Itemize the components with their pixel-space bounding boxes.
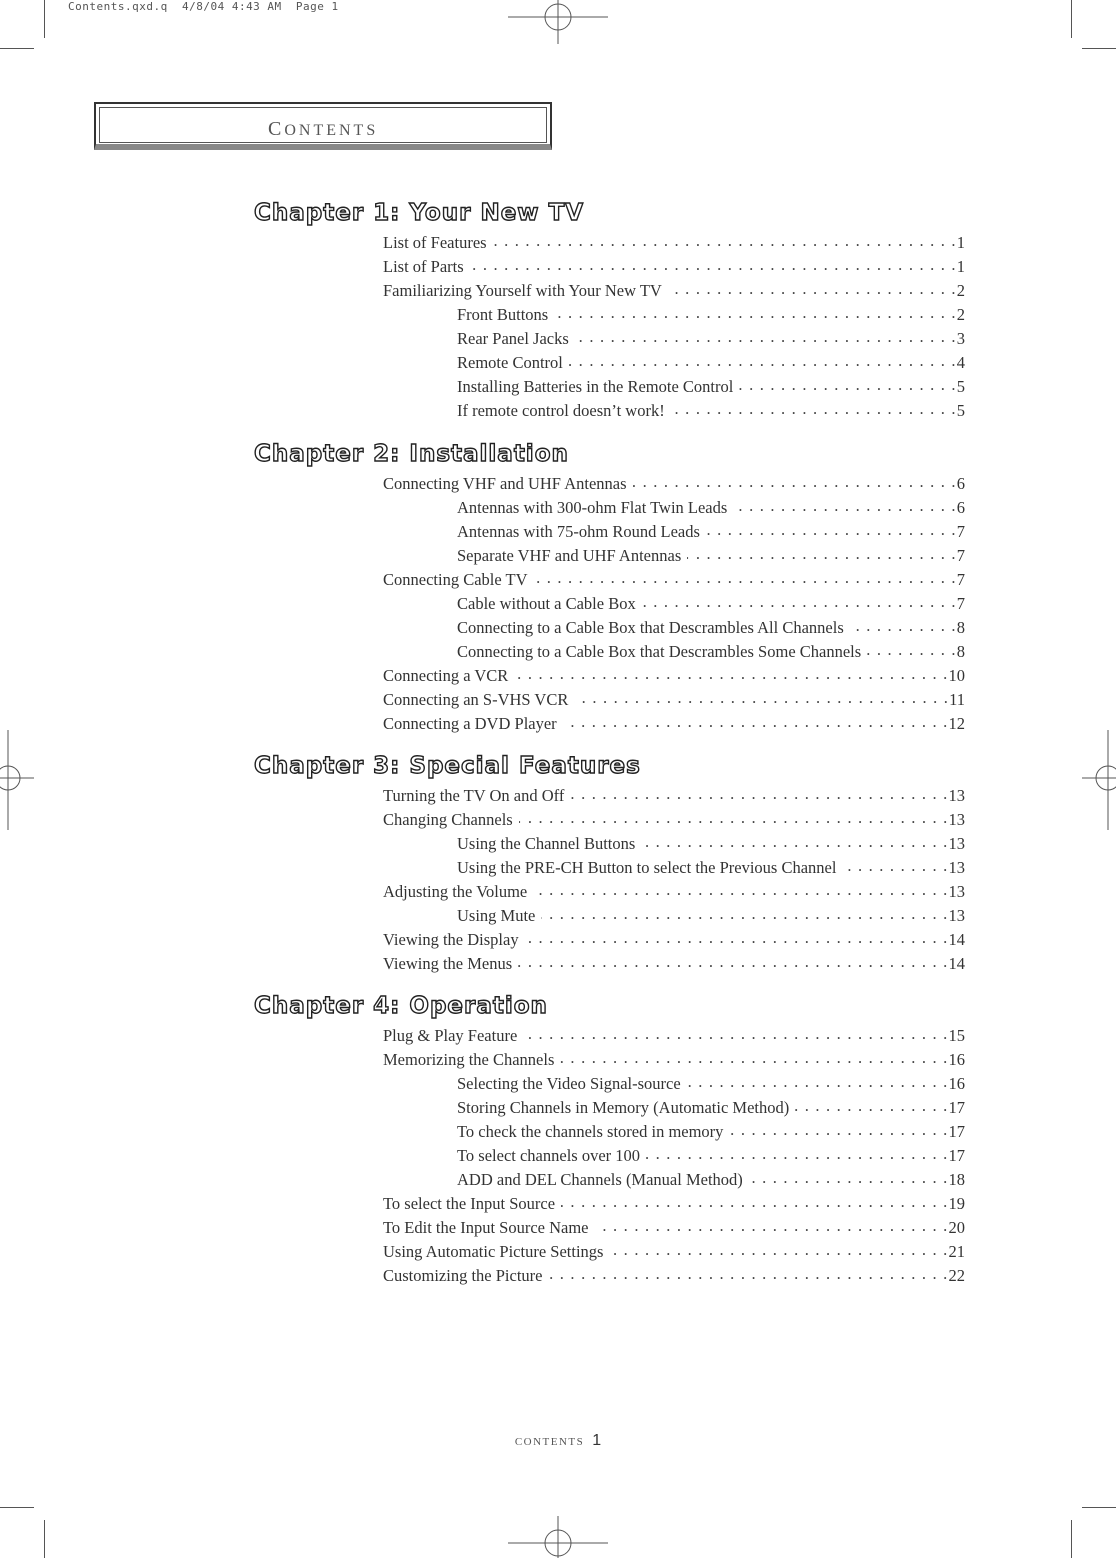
toc-entry[interactable] (457, 592, 965, 614)
dot-leader (609, 1240, 948, 1262)
toc-entry-text: Changing Channels (383, 810, 513, 829)
crop-mark (0, 48, 34, 49)
registration-mark-icon (1082, 730, 1116, 830)
print-slug: Contents.qxd.q 4/8/04 4:43 AM Page 1 (68, 0, 339, 13)
toc-entry-text: Memorizing the Channels (383, 1050, 555, 1069)
dot-leader (641, 832, 948, 854)
toc-entry-text: Viewing the Menus (383, 954, 513, 973)
dot-leader (739, 375, 956, 397)
dot-leader (563, 712, 949, 734)
crop-mark (1082, 48, 1116, 49)
toc-entry[interactable] (457, 640, 965, 662)
toc-entry-page: 4 (956, 353, 965, 372)
toc-entry[interactable] (383, 952, 965, 974)
toc-entry-page: 1 (956, 257, 965, 276)
dot-leader (514, 664, 948, 686)
toc-entry-text: Antennas with 75-ohm Round Leads (457, 522, 700, 541)
page-footer (0, 1432, 1116, 1450)
toc-entry-page: 13 (948, 810, 965, 829)
toc-entry-page: 14 (948, 930, 965, 949)
toc-entry[interactable] (457, 544, 965, 566)
toc-entry-text: If remote control doesn’t work! (457, 401, 665, 420)
dot-leader (595, 1216, 949, 1238)
dot-leader (687, 1072, 949, 1094)
page-number: 1 (592, 1432, 602, 1449)
crop-mark (44, 1520, 45, 1558)
chapter-heading: Chapter 3: Special Features (254, 753, 641, 779)
toc-entry[interactable] (457, 1096, 965, 1118)
toc-entry-page: 7 (956, 594, 965, 613)
toc-entry[interactable] (383, 880, 965, 902)
chapter-heading: Chapter 4: Operation (254, 993, 548, 1019)
toc-entry[interactable] (383, 1048, 965, 1070)
toc-entry[interactable] (383, 784, 965, 806)
toc-entry-text: Connecting an S-VHS VCR (383, 690, 569, 709)
toc-entry-text: List of Parts (383, 257, 464, 276)
toc-entry-text: Using Automatic Picture Settings (383, 1242, 604, 1261)
page-title-capital: C (268, 118, 285, 140)
toc-entry[interactable] (457, 399, 965, 421)
toc-entry[interactable] (383, 1216, 965, 1238)
toc-entry-page: 13 (948, 906, 965, 925)
page-title-rest: ONTENTS (284, 122, 379, 139)
crop-mark (1082, 1507, 1116, 1508)
dot-leader (523, 1024, 948, 1046)
toc-entry-text: Remote Control (457, 353, 563, 372)
toc-entry-page: 17 (948, 1146, 965, 1165)
toc-entry-page: 2 (956, 281, 965, 300)
toc-entry-page: 12 (948, 714, 965, 733)
crop-mark (1071, 1520, 1072, 1558)
toc-entry[interactable] (383, 664, 965, 686)
toc-entry[interactable] (383, 928, 965, 950)
dot-leader (548, 1264, 948, 1286)
toc-entry-page: 15 (948, 1026, 965, 1045)
toc-entry[interactable] (383, 808, 965, 830)
toc-entry-text: List of Features (383, 233, 487, 252)
toc-entry-page: 5 (956, 377, 965, 396)
dot-leader (574, 688, 949, 710)
toc-entry-page: 13 (948, 834, 965, 853)
toc-entry-text: Using the PRE-CH Button to select the Previous Channel (457, 858, 837, 877)
contents-header-box (94, 102, 552, 150)
toc-entry-text: Plug & Play Feature (383, 1026, 518, 1045)
toc-entry-page: 5 (956, 401, 965, 420)
footer-label: CONTENTS (514, 1436, 585, 1448)
dot-leader (518, 952, 948, 974)
toc-entry-page: 19 (948, 1194, 965, 1213)
chapter-heading: Chapter 1: Your New TV (254, 200, 585, 226)
toc-entry[interactable] (383, 1264, 965, 1286)
toc-entry[interactable] (383, 712, 965, 734)
dot-leader (668, 279, 957, 301)
toc-entry[interactable] (383, 279, 965, 301)
toc-entry-text: Rear Panel Jacks (457, 329, 569, 348)
toc-entry-page: 20 (948, 1218, 965, 1237)
toc-entry-page: 22 (948, 1266, 965, 1285)
dot-leader (706, 520, 957, 542)
toc-entry-text: Antennas with 300-ohm Flat Twin Leads (457, 498, 728, 517)
toc-entry[interactable] (457, 1120, 965, 1142)
registration-mark-icon (508, 1516, 608, 1558)
toc-entry-page: 18 (948, 1170, 965, 1189)
dot-leader (850, 616, 957, 638)
toc-entry-text: Cable without a Cable Box (457, 594, 636, 613)
toc-entry-page: 17 (948, 1122, 965, 1141)
toc-entry-page: 11 (949, 690, 965, 709)
dot-leader (525, 928, 949, 950)
toc-entry[interactable] (457, 1144, 965, 1166)
toc-entry-text: Storing Channels in Memory (Automatic Method) (457, 1098, 790, 1117)
toc-entry[interactable] (457, 327, 965, 349)
toc-entry-page: 13 (948, 882, 965, 901)
dot-leader (534, 568, 957, 590)
toc-entry-text: Connecting VHF and UHF Antennas (383, 474, 627, 493)
toc-entry-text: Using the Channel Buttons (457, 834, 636, 853)
toc-entry-text: Connecting to a Cable Box that Descrambles Some Channels (457, 642, 862, 661)
dot-leader (729, 1120, 948, 1142)
toc-entry[interactable] (383, 231, 965, 253)
toc-entry[interactable] (457, 1168, 965, 1190)
toc-entry[interactable] (457, 904, 965, 926)
toc-entry[interactable] (383, 568, 965, 590)
toc-entry[interactable] (457, 303, 965, 325)
registration-mark-icon (0, 730, 34, 830)
toc-entry-text: Separate VHF and UHF Antennas (457, 546, 682, 565)
toc-entry-text: Connecting a VCR (383, 666, 509, 685)
toc-entry-text: Connecting a DVD Player (383, 714, 557, 733)
dot-leader (541, 904, 948, 926)
toc-entry-page: 10 (948, 666, 965, 685)
toc-entry-text: Installing Batteries in the Remote Control (457, 377, 734, 396)
toc-entry[interactable] (457, 856, 965, 878)
toc-entry-text: Viewing the Display (383, 930, 519, 949)
dot-leader (554, 303, 957, 325)
toc-entry-page: 8 (956, 642, 965, 661)
toc-entry[interactable] (383, 1192, 965, 1214)
toc-entry[interactable] (457, 832, 965, 854)
dot-leader (642, 592, 957, 614)
dot-leader (867, 640, 957, 662)
toc-entry[interactable] (383, 688, 965, 710)
toc-entry-text: Turning the TV On and Off (383, 786, 565, 805)
dot-leader (561, 1192, 948, 1214)
toc-entry-text: Connecting Cable TV (383, 570, 528, 589)
dot-leader (533, 880, 948, 902)
crop-mark (0, 1507, 34, 1508)
toc-entry[interactable] (383, 472, 965, 494)
toc-entry[interactable] (457, 520, 965, 542)
dot-leader (493, 231, 957, 253)
toc-entry-text: Using Mute (457, 906, 536, 925)
dot-leader (749, 1168, 949, 1190)
dot-leader (646, 1144, 948, 1166)
dot-leader (671, 399, 957, 421)
dot-leader (733, 496, 956, 518)
toc-entry-page: 6 (956, 498, 965, 517)
crop-mark (44, 0, 45, 38)
dot-leader (687, 544, 957, 566)
dot-leader (470, 255, 957, 277)
toc-entry-page: 17 (948, 1098, 965, 1117)
toc-entry-page: 6 (956, 474, 965, 493)
chapter-heading: Chapter 2: Installation (254, 441, 569, 467)
toc-entry-page: 7 (956, 570, 965, 589)
toc-entry[interactable] (457, 351, 965, 373)
toc-entry[interactable] (457, 1072, 965, 1094)
registration-mark-icon (508, 0, 608, 44)
toc-entry-page: 21 (948, 1242, 965, 1261)
dot-leader (570, 784, 948, 806)
toc-entry-page: 1 (956, 233, 965, 252)
dot-leader (633, 472, 957, 494)
toc-entry[interactable] (457, 496, 965, 518)
dot-leader (575, 327, 957, 349)
toc-entry-text: Selecting the Video Signal-source (457, 1074, 681, 1093)
toc-entry-page: 16 (948, 1050, 965, 1069)
toc-entry-text: To select the Input Source (383, 1194, 556, 1213)
toc-entry[interactable] (457, 375, 965, 397)
toc-entry[interactable] (383, 1240, 965, 1262)
toc-entry-page: 13 (948, 786, 965, 805)
toc-entry-text: ADD and DEL Channels (Manual Method) (457, 1170, 743, 1189)
toc-entry[interactable] (457, 616, 965, 638)
dot-leader (560, 1048, 948, 1070)
toc-entry-text: To check the channels stored in memory (457, 1122, 724, 1141)
toc-entry[interactable] (383, 1024, 965, 1046)
toc-entry-page: 8 (956, 618, 965, 637)
toc-entry-text: Familiarizing Yourself with Your New TV (383, 281, 662, 300)
dot-leader (795, 1096, 948, 1118)
toc-entry-text: To select channels over 100 (457, 1146, 641, 1165)
toc-entry-text: Front Buttons (457, 305, 549, 324)
toc-entry-page: 7 (956, 546, 965, 565)
toc-entry-page: 16 (948, 1074, 965, 1093)
dot-leader (519, 808, 949, 830)
toc-entry-page: 14 (948, 954, 965, 973)
toc-entry-page: 2 (956, 305, 965, 324)
page-title (268, 118, 378, 141)
dot-leader (569, 351, 957, 373)
toc-entry-page: 13 (948, 858, 965, 877)
toc-entry-page: 3 (956, 329, 965, 348)
toc-entry-text: Adjusting the Volume (383, 882, 528, 901)
toc-entry[interactable] (383, 255, 965, 277)
crop-mark (1071, 0, 1072, 38)
toc-entry-text: Customizing the Picture (383, 1266, 543, 1285)
toc-entry-page: 7 (956, 522, 965, 541)
toc-entry-text: To Edit the Input Source Name (383, 1218, 589, 1237)
toc-entry-text: Connecting to a Cable Box that Descrambles All Channels (457, 618, 844, 637)
dot-leader (842, 856, 948, 878)
